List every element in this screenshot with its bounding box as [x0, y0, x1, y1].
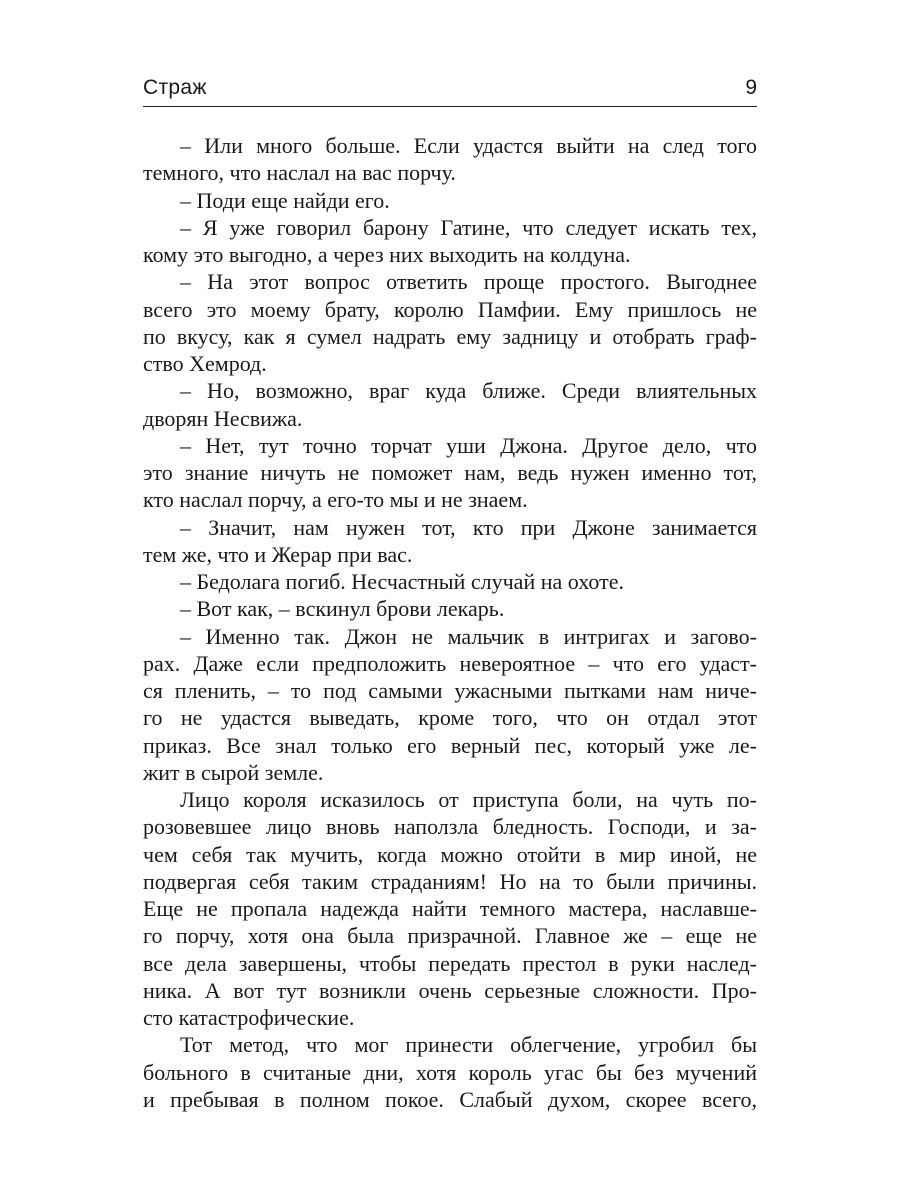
- text-line: – Нет, тут точно торчат уши Джона. Другое дело, что: [180, 432, 757, 458]
- text-line: – Я уже говорил барону Гатине, что следует искать тех,: [180, 214, 757, 240]
- running-title: Страж: [143, 76, 207, 99]
- text-line: и пребывая в полном покое. Слабый духом, скорее всего,: [143, 1086, 757, 1112]
- text-line: го не удастся выведать, кроме того, что он отдал этот: [143, 705, 757, 731]
- text-line: Лицо короля исказилось от приступа боли, на чуть по-: [180, 787, 757, 812]
- text-line: го порчу, хотя она была призрачной. Главное же – еще не: [143, 923, 757, 949]
- text-line: кому это выгодно, а через них выходить на колдуна.: [143, 242, 631, 267]
- text-line: – Значит, нам нужен тот, кто при Джоне занимается: [180, 514, 757, 540]
- text-line: тем же, что и Жерар при вас.: [143, 541, 413, 567]
- text-line: кто наслал порчу, а его-то мы и не знаем.: [143, 487, 528, 513]
- text-line: – Поди еще найди его.: [180, 187, 390, 213]
- text-line: всего это моему брату, королю Памфии. Ему пришлось не: [143, 296, 757, 322]
- text-line: ство Хемрод.: [143, 351, 267, 376]
- text-line: – Вот как, – вскинул брови лекарь.: [180, 596, 505, 622]
- text-line: все дела завершены, чтобы передать престол в руки наслед-: [143, 950, 757, 976]
- text-line: больного в считаные дни, хотя король угас бы без мучений: [143, 1059, 757, 1085]
- page-number: 9: [745, 76, 757, 99]
- text-line: – Бедолага погиб. Несчастный случай на охоте.: [180, 569, 624, 594]
- text-line: Тот метод, что мог принести облегчение, угробил бы: [180, 1032, 757, 1058]
- text-line: – Или много больше. Если удастся выйти на след того: [180, 133, 757, 158]
- text-line: – Именно так. Джон не мальчик в интригах и загово-: [180, 623, 757, 649]
- text-line: Еще не пропала надежда найти темного мастера, наславше-: [143, 896, 757, 921]
- text-line: ника. А вот тут возникли очень серьезные сложности. Про-: [143, 977, 757, 1003]
- text-line: ся пленить, – то под самыми ужасными пытками нам ниче-: [143, 678, 757, 703]
- text-line: приказ. Все знал только его верный пес, который уже ле-: [143, 732, 757, 758]
- text-line: это знание ничуть не поможет нам, ведь нужен именно тот,: [143, 460, 757, 485]
- text-line: подвергая себя таким страданиям! Но на то были причины.: [143, 868, 757, 894]
- running-header: [143, 74, 757, 107]
- text-line: дворян Несвижа.: [143, 405, 303, 431]
- body-text: [143, 132, 757, 1113]
- text-line: жит в сырой земле.: [143, 759, 324, 785]
- text-line: чем себя так мучить, когда можно отойти в мир иной, не: [143, 841, 757, 867]
- text-line: рах. Даже если предположить невероятное – что его удаст-: [143, 650, 757, 676]
- text-line: – Но, возможно, враг куда ближе. Среди влиятельных: [180, 378, 757, 404]
- text-line: – На этот вопрос ответить проще простого. Выгоднее: [180, 269, 757, 295]
- text-line: темного, что наслал на вас порчу.: [143, 160, 456, 186]
- text-line: розовевшее лицо вновь наползла бледность. Господи, и за-: [143, 814, 757, 840]
- text-line: по вкусу, как я сумел надрать ему задницу и отобрать граф-: [143, 323, 757, 349]
- text-line: сто катастрофические.: [143, 1005, 355, 1030]
